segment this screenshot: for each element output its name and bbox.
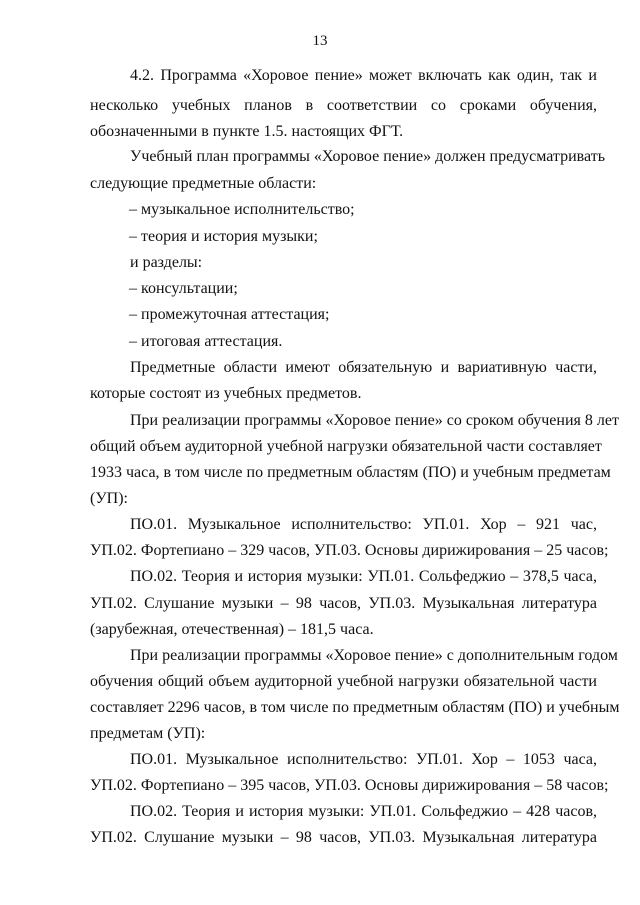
paragraph-line: следующие предметные области:: [90, 175, 317, 192]
paragraph-line: ПО.02. Теория и история музыки: УП.01. Сольфеджио – 428 часов,: [130, 803, 597, 820]
page-number: 13: [312, 33, 328, 49]
paragraph-line: 1933 часа, в том числе по предметным областям (ПО) и учебным предметам: [90, 464, 611, 481]
paragraph-line: составляет 2296 часов, в том числе по предметным областям (ПО) и учебным: [90, 699, 620, 716]
paragraph-line: обучения общий объем аудиторной учебной нагрузки обязательной части: [90, 673, 597, 690]
paragraph-line: 4.2. Программа «Хоровое пение» может включать как один, так и: [130, 67, 597, 84]
paragraph-line: УП.02. Слушание музыки – 98 часов, УП.03. Музыкальная литература: [90, 595, 597, 612]
paragraph-line: (УП):: [90, 490, 128, 507]
paragraph-line: При реализации программы «Хоровое пение» с дополнительным годом: [130, 647, 618, 664]
paragraph-line: и разделы:: [130, 254, 203, 271]
list-item: – теория и история музыки;: [129, 228, 318, 245]
paragraph-line: Учебный план программы «Хоровое пение» должен предусматривать: [130, 148, 605, 165]
paragraph-line: ПО.01. Музыкальное исполнительство: УП.01. Хор – 921 час,: [130, 516, 597, 533]
paragraph-line: которые состоят из учебных предметов.: [90, 385, 362, 402]
list-item: – итоговая аттестация.: [129, 333, 283, 350]
paragraph-line: УП.02. Фортепиано – 329 часов, УП.03. Основы дирижирования – 25 часов;: [90, 542, 609, 559]
paragraph-line: обозначенными в пункте 1.5. настоящих ФГТ.: [90, 123, 404, 140]
list-item: – промежуточная аттестация;: [129, 306, 330, 323]
paragraph-line: При реализации программы «Хоровое пение» со сроком обучения 8 лет: [130, 412, 619, 429]
paragraph-line: (зарубежная, отечественная) – 181,5 часа.: [90, 621, 374, 638]
list-item: – музыкальное исполнительство;: [129, 201, 355, 218]
paragraph-line: несколько учебных планов в соответствии со сроками обучения,: [90, 97, 597, 114]
paragraph-line: УП.02. Слушание музыки – 98 часов, УП.03. Музыкальная литература: [90, 829, 597, 846]
list-item: – консультации;: [129, 280, 238, 297]
paragraph-line: Предметные области имеют обязательную и вариативную части,: [130, 359, 597, 376]
paragraph-line: предметам (УП):: [90, 725, 206, 742]
paragraph-line: общий объем аудиторной учебной нагрузки обязательной части составляет: [90, 438, 602, 455]
paragraph-line: ПО.01. Музыкальное исполнительство: УП.01. Хор – 1053 часа,: [130, 751, 597, 768]
paragraph-line: УП.02. Фортепиано – 395 часов, УП.03. Основы дирижирования – 58 часов;: [90, 777, 609, 794]
paragraph-line: ПО.02. Теория и история музыки: УП.01. Сольфеджио – 378,5 часа,: [130, 568, 597, 585]
